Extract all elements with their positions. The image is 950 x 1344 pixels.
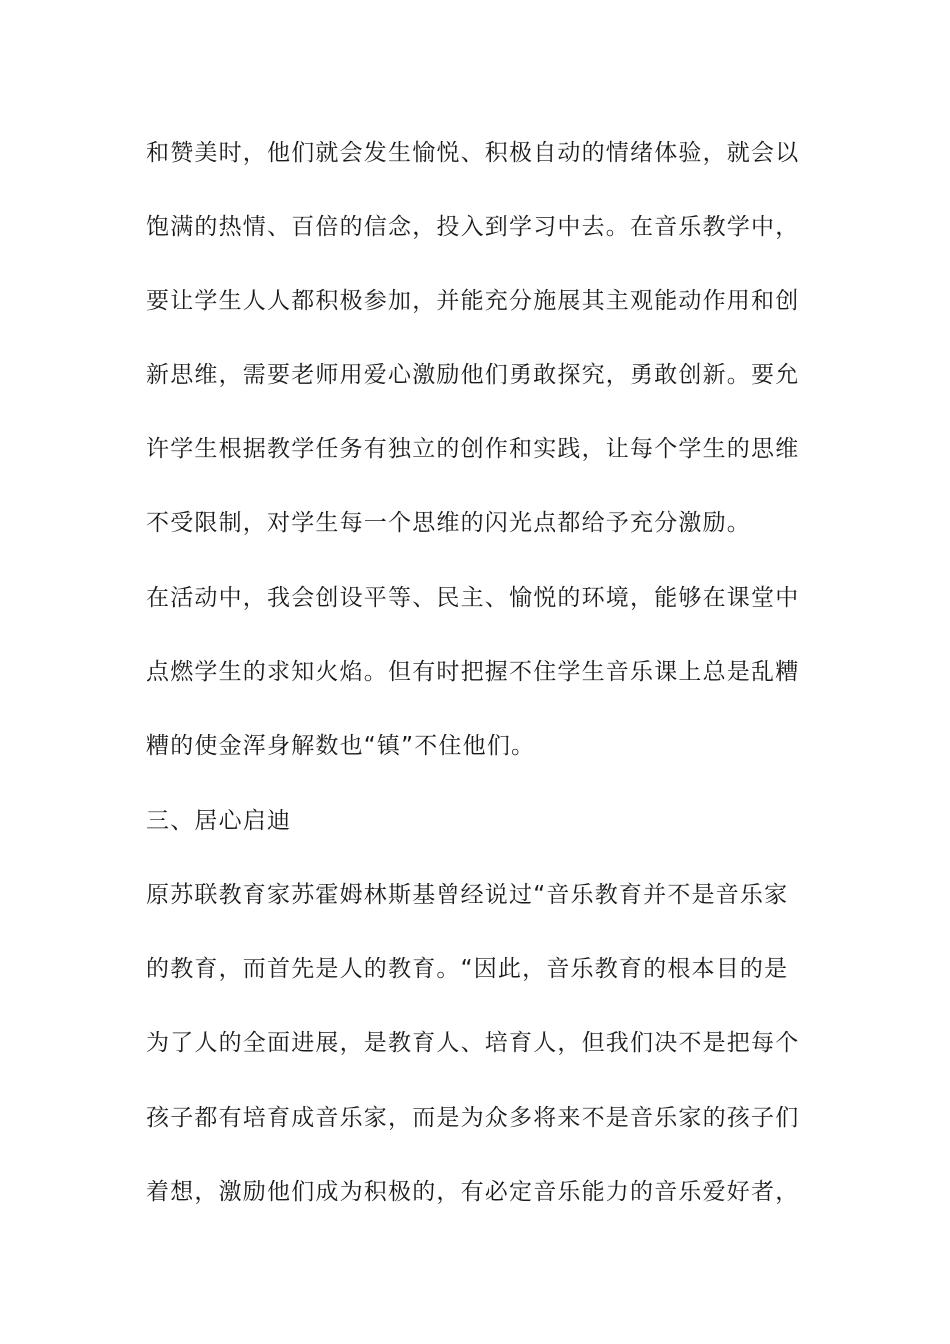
text-line: 要让学生人人都积极参加，并能充分施展其主观能动作用和创 <box>146 288 800 314</box>
text-line: 新思维，需要老师用爱心激励他们勇敢探究，勇敢创新。要允 <box>146 362 800 388</box>
text-line: 原苏联教育家苏霍姆林斯基曾经说过“音乐教育并不是音乐家 <box>146 882 789 908</box>
text-line: 和赞美时，他们就会发生愉悦、积极自动的情绪体验，就会以 <box>146 140 800 166</box>
text-line: 点燃学生的求知火焰。但有时把握不住学生音乐课上总是乱糟 <box>146 659 800 685</box>
section-heading: 三、居心启迪 <box>146 808 292 834</box>
text-line: 不受限制，对学生每一个思维的闪光点都给予充分激励。 <box>146 510 751 536</box>
text-line: 饱满的热情、百倍的信念，投入到学习中去。在音乐教学中， <box>146 214 800 240</box>
text-line: 孩子都有培育成音乐家，而是为众多将来不是音乐家的孩子们 <box>146 1105 800 1131</box>
text-line: 在活动中，我会创设平等、民主、愉悦的环境，能够在课堂中 <box>146 585 800 611</box>
text-line: 糟的使金浑身解数也“镇”不住他们。 <box>146 733 536 759</box>
text-line: 许学生根据教学任务有独立的创作和实践，让每个学生的思维 <box>146 436 800 462</box>
text-line: 着想，激励他们成为积极的，有必定音乐能力的音乐爱好者， <box>146 1179 800 1205</box>
text-line: 为了人的全面进展，是教育人、培育人，但我们决不是把每个 <box>146 1030 800 1056</box>
text-line: 的教育，而首先是人的教育。“因此，音乐教育的根本目的是 <box>146 956 789 982</box>
